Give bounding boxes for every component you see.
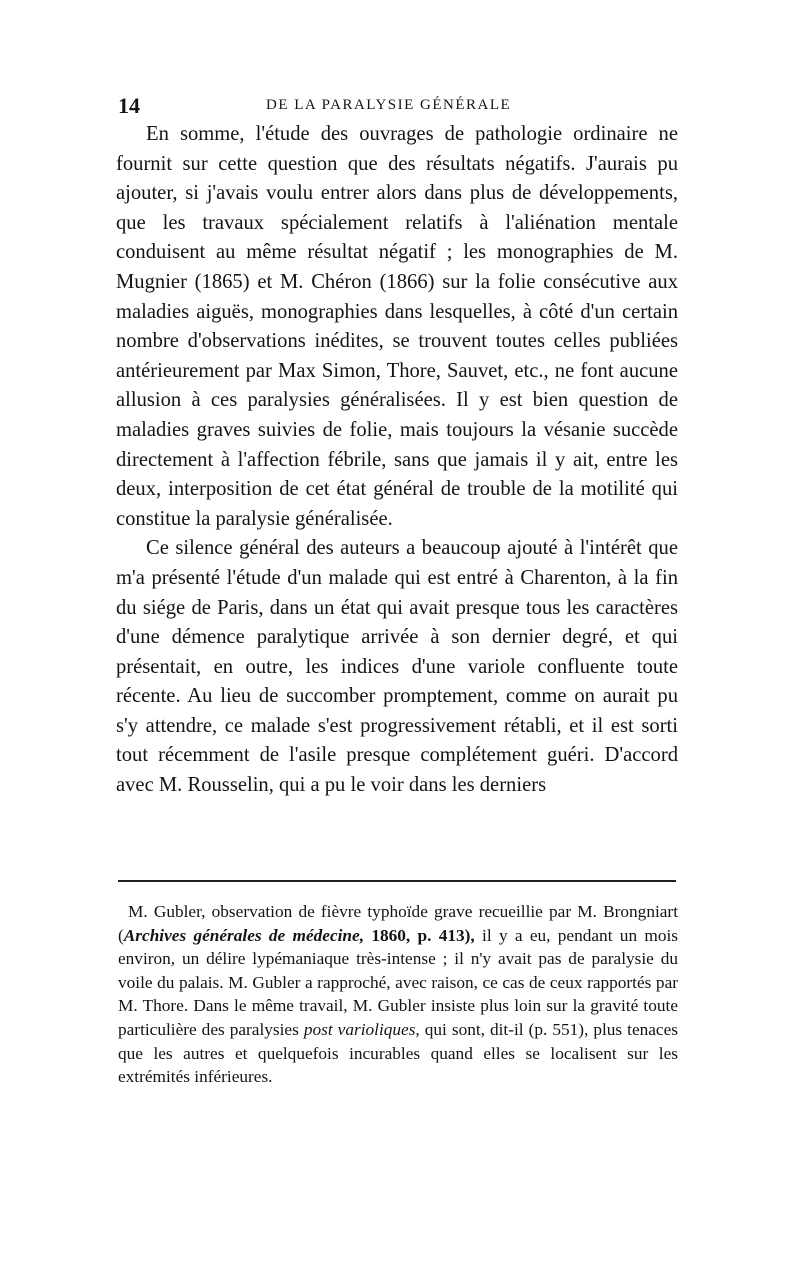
footnote-text: qui sont, dit-il (p. 551), plus tenaces que les autres et quelquefois incurables quand elles se localisent sur les extrémités inférieures. bbox=[118, 1019, 678, 1087]
footnote-text: M. Gubler, observation de fièvre typhoïde grave recueillie par M. Brongniart ( bbox=[118, 902, 678, 945]
paragraph: En somme, l'étude des ouvrages de pathologie ordinaire ne fournit sur cette question que des résultats négatifs. J'aurais pu ajouter, si j'avais voulu entrer alors dans plus de développements, que les travaux spécialement relatifs à l'aliénation mentale conduisent au même résultat négatif ; les monographies de M. Mugnier (1865) et M. Chéron (1866) sur la folie consécutive aux maladies aiguës, monographies dans lesquelles, à côté d'un certain nombre d'observations inédites, se trouvent toutes celles publiées antérieurement par Max Simon, Thore, Sauvet, etc., ne font aucune allusion à ces paralysies généralisées. Il y est bien question de maladies graves suivies de folie, mais toujours la vésanie succède directement à l'affection fébrile, sans que jamais il y ait, entre les deux, interposition de cet état général de trouble de la motilité qui constitue la paralysie généralisée. bbox=[116, 123, 678, 530]
page-number: 14 bbox=[118, 93, 140, 118]
italic-term: post varioliques, bbox=[303, 1019, 420, 1039]
running-title: DE LA PARALYSIE GÉNÉRALE bbox=[266, 97, 512, 113]
page-header bbox=[118, 93, 678, 119]
footnote-divider bbox=[118, 880, 676, 882]
citation-detail: 1860, p. 413), bbox=[364, 925, 475, 945]
main-text bbox=[116, 120, 678, 801]
footnote-paragraph bbox=[118, 900, 678, 1089]
footnote bbox=[118, 900, 678, 1089]
paragraph: Ce silence général des auteurs a beaucoup ajouté à l'intérêt que m'a présenté l'étude d'un malade qui est entré à Charenton, à la fin du siége de Paris, dans un état qui avait presque tous les caractères d'une démence paralytique arrivée à son dernier degré, et qui présentait, en outre, les indices d'une variole confluente toute récente. Au lieu de succomber promptement, comme on aurait pu s'y attendre, ce malade s'est progressivement rétabli, et il est sorti tout récemment de l'asile presque complétement guéri. D'accord avec M. Rousselin, qui a pu le voir dans les derniers bbox=[116, 537, 678, 797]
journal-citation: Archives générales de médecine, bbox=[123, 925, 365, 945]
footnote-text: il y a eu, pendant un mois environ, un délire lypémaniaque très-intense ; il n'y avait pas de paralysie du voile du palais. M. Gubler a rapproché, avec raison, ce cas de ceux rapportés par M. Thore. Dans le même travail, M. Gubler insiste plus loin sur la gravité toute particulière des paralysies bbox=[118, 925, 678, 1039]
